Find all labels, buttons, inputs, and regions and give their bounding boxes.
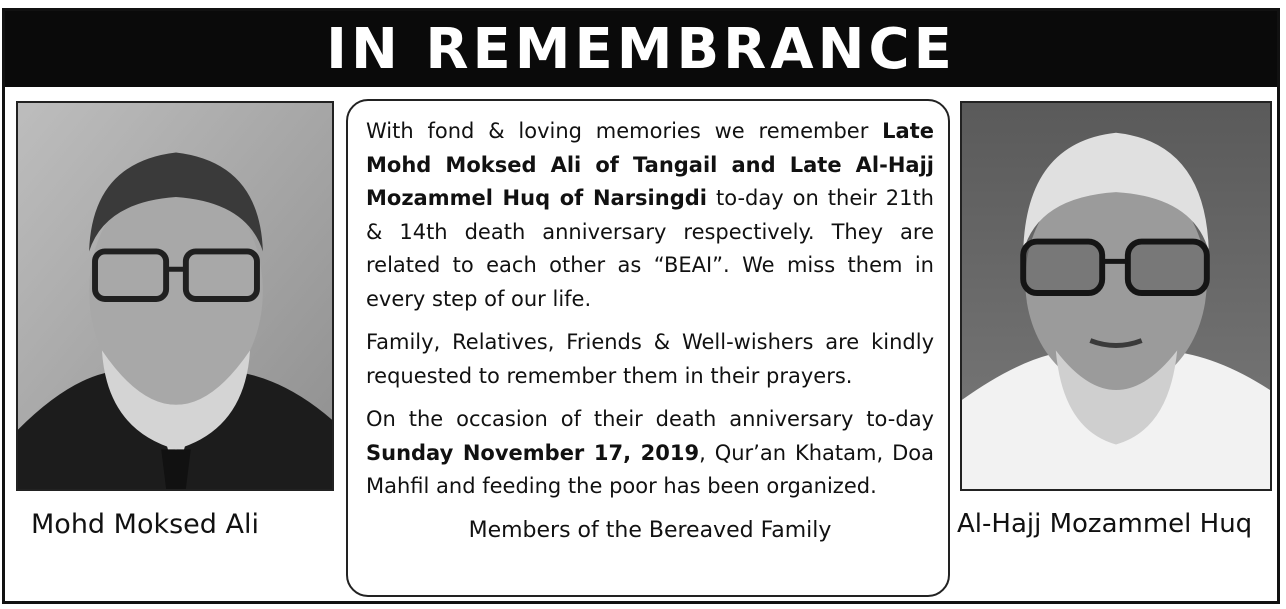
memories-rest: to-day on their 21th & 14th death anniversary respectively. They are related to each other as “BEAI”. We miss them in every step of our life. [366, 186, 934, 311]
deceased-names: Late Mohd Moksed Ali of Tangail and Late Al-Hajj Mozammel Huq of Narsingdi [366, 119, 934, 210]
right-portrait-photo [960, 101, 1272, 491]
remembrance-notice [2, 8, 1280, 604]
occasion-date: Sunday November 17, 2019 [366, 440, 700, 465]
paragraph-prayers: Family, Relatives, Friends & Well-wishers are kindly requested to remember them in their prayers. [366, 330, 934, 388]
memories-intro: With fond & loving memories we remember [366, 119, 883, 143]
portrait-photo-icon [962, 103, 1270, 489]
portrait-photo-icon [18, 103, 332, 489]
occasion-rest: , Qur’an Khatam, Doa Mahfil and feeding the poor has been organized. [366, 440, 934, 498]
left-portrait-photo [16, 101, 334, 491]
right-person-name: Al-Hajj Mozammel Huq [957, 509, 1253, 539]
banner [5, 11, 1277, 87]
notice-title: IN REMEMBRANCE [326, 16, 956, 82]
paragraph-memories [366, 115, 934, 316]
paragraph-occasion [366, 403, 934, 504]
occasion-intro: On the occasion of their death anniversary to-day [366, 407, 934, 431]
message-box [346, 99, 950, 597]
signature: Members of the Bereaved Family [468, 517, 832, 543]
left-person-name: Mohd Moksed Ali [31, 509, 259, 540]
